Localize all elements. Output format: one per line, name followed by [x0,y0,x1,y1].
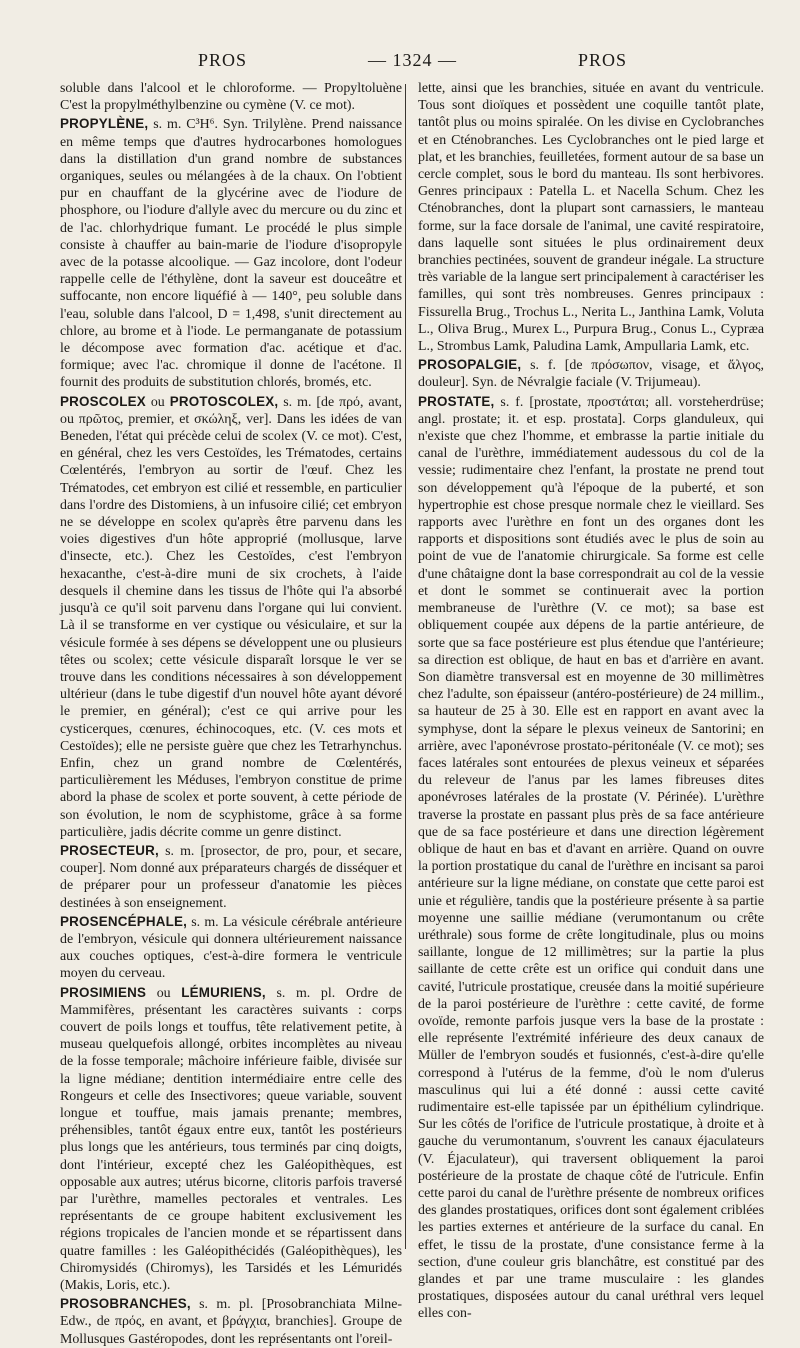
paragraph-continuation: lette, ainsi que les branchies, située en avant du ventricule. Tous sont dioïques et possèdent une coquille tantôt plate, tantôt plus ou moins spiralée. On les divise en Cyclobranches et en Cténobranches. Les Cyclobranches ont le pied large et plat, et les branchies, feuilletées, forment autour de sa base un cercle complet, sous le bord du manteau. Ils sont herbivores. Genres principaux : Patella L. et Nacella Schum. Chez les Cténobranches, dont la plupart sont carnassiers, le manteau forme, sur la face dorsale de l'animal, une cavité respiratoire, dans laquelle sont situées le plus ordinairement deux branchies pectinées, souvent de grandeur inégale. La structure très variable de la langue sert principalement à caractériser les familles, qui sont très nombreuses. Genres principaux : Fissurella Brug., Trochus L., Nerita L., Janthina Lamk, Voluta L., Oliva Brug., Murex L., Purpura Brug., Conus L., Cypræa L., Strombus Lamk, Paludina Lamk, Ampullaria Lamk, etc. [418,81,764,355]
entry-text: s. m. C³H⁶. Syn. Trilylène. Prend naissance en même temps que d'autres hydrocarbones homologues dans la distillation d'un grand nombre de substances organiques, seules ou mélangées à de la chaux. On l'obtient pur en chauffant de la glycérine avec de l'iodure de phosphore, ou l'iodure d'allyle avec du mercure ou du zinc et de l'ac. chlorhydrique fumant. Le procédé le plus simple consiste à chauffer au bain-marie de l'iodure d'isopropyle avec de la potasse alcoolique. — Gaz incolore, dont l'odeur rappelle celle de l'éthylène, dont la saveur est douceâtre et suffocante, non encore liquéfié à — 140°, peu soluble dans l'eau, soluble dans l'alcool, D = 1,498, s'unit directement au chlore, au brome et à l'iode. Le permanganate de potassium le décompose avec formation d'ac. acétique et d'ac. formique; avec l'ac. chromique il donne de l'acétone. Il fournit des produits de substitution chlorés, bromés, etc. [60,117,402,391]
headword: PROSOPALGIE, [418,357,522,373]
header-right-word: PROS [578,50,628,70]
entry-text: s. m. pl. [Prosobranchiata Milne-Edw., de πρός, en avant, et βράγχια, branchies]. Groupe de Mollusques Gastéropodes, dont les représentants ont l'oreil- [60,1297,402,1347]
page-number: — 1324 — [368,50,457,70]
headword: PROSIMIENS [60,984,147,1000]
headword: PROPYLÈNE, [60,116,149,132]
headword: PROSCOLEX [60,393,146,409]
headword-connector: ou [145,394,170,410]
entry-prosencephale [60,913,402,983]
left-column [60,80,402,1347]
entry-prosopalgie [418,356,764,391]
headword: PROSOBRANCHES, [60,1296,191,1312]
entry-prosobranches [60,1295,402,1348]
headword-alternate: PROTOSCOLEX, [169,393,279,409]
right-column [418,80,764,1322]
headword: PROSTATE, [418,393,495,409]
paragraph-continuation: soluble dans l'alcool et le chloroforme. — Propyltoluène C'est la propylméthylbenzine ou cymène (V. ce mot). [60,81,402,114]
entry-text: s. m. pl. Ordre de Mammifères, présentant les caractères suivants : corps couvert de poils longs et touffus, tête relativement petite, à museau quelquefois allongé, orbites incomplètes au niveau de la fosse temporale; mâchoire inférieure faible, divisée sur la ligne médiane; dentition intermédiaire entre celle des Rongeurs et celle des Insectivores; queue variable, souvent longue et touffue, mais jamais prenante; membres, préhensibles, tantôt égaux entre eux, tantôt les postérieurs plus longs que les antérieurs, tous terminés par cinq doigts, dont l'intérieur, excepté chez les Galéopithèques, est opposable aux autres; utérus bicorne, clitoris parfois traversé par l'urèthre, mamelles pectorales et ventrales. Les représentants de ce groupe habitent exclusivement les régions tropicales de l'ancien monde et se répartissent dans quatre familles : les Galéopithécidés (Galéopithèques), les Chiromysidés (Chiromys), les Tarsidés et les Lémuridés (Makis, Loris, etc.). [60,985,402,1294]
headword-alternate: LÉMURIENS, [181,984,266,1000]
entry-text: s. m. [prosector, de pro, pour, et secare, couper]. Nom donné aux préparateurs chargés de disséquer et de préparer pour un professeur d'anatomie les pièces destinées à son enseignement. [60,843,402,911]
entry-prostate [418,393,764,1323]
entry-prosimiens [60,984,402,1295]
entry-proscolex [60,393,402,841]
entry-prosecteur [60,842,402,912]
entry-text: s. m. La vésicule cérébrale antérieure de l'embryon, vésicule qui donnera ultérieurement naissance aux couches optiques, c'est-à-dire formera le ventricule moyen du cerveau. [60,914,402,982]
entry-propylene [60,115,402,391]
entry-text: s. m. [de πρό, avant, ou πρῶτος, premier, et σκώληξ, ver]. Dans les idées de van Beneden, l'état qui précède celui de scolex (V. ce mot). C'est, en général, chez les vers Cestoïdes, les Trématodes, certains Cœlentérés, l'embryon au sortir de l'œuf. Chez les Trématodes, cet embryon est cilié et ressemble, en particulier dans l'ordre des Distomiens, à un infusoire cilié; cet embryon ne se développe en scolex qu'après être parvenu dans les voies digestives d'un hôte approprié (mollusque, larve d'insecte, etc.). Chez les Cestoïdes, c'est l'embryon hexacanthe, c'est-à-dire muni de six crochets, à l'aide desquels il chemine dans les tissus de l'hôte qui l'a absorbé jusqu'à ce qu'il soit parvenu dans l'organe qui lui convient. Là il se transforme en ver cystique ou vésiculaire, et sur la vésicule formée à ses dépens se développent une ou plusieurs têtes ou scolex; cette vésicule disparaît lorsque le ver se trouve dans les conditions nécessaires à son développement ultérieur (dans le tube digestif d'un nouvel hôte ayant dévoré le premier, en général); c'est ce qui arrive pour les cysticerques, cœnures, échinocoques, etc. (V. ces mots et Cestoïdes); elle ne persiste guère que chez les Tetrarhynchus. Enfin, chez un grand nombre de Cœlentérés, particulièrement les Méduses, l'embryon constitue de prime abord la phase de scolex et porte souvent, à cette période de son évolution, le nom de scyphistome, grâce à sa forme particulière, jadis décrite comme un genre distinct. [60,394,402,840]
headword: PROSENCÉPHALE, [60,913,188,929]
entry-text: s. f. [prostate, προστάται; all. vorsteherdrüse; angl. prostate; it. et esp. prostata]. Corps glanduleux, qui n'existe que chez l'homme, et embrasse la partie initiale du canal de l'urèthre, immédiatement audessous du col de la vessie; rudimentaire chez l'enfant, la prostate ne prend tout son développement qu'à l'époque de la puberté, et son hypertrophie est chose presque normale chez le vieillard. Ses rapports avec l'urèthre en font un des organes dont les rapports et dispositions sont étudiés avec le plus de soin au point de vue de l'anatomie chirurgicale. Sa forme est celle d'une châtaigne dont la base correspondrait au col de la vessie et dont le sommet se continuerait avec la portion membraneuse de l'urèthre (V. ce mot); sa base est obliquement coupée aux dépens de la partie antérieure, de sorte que sa face postérieure est plus étendue que l'antérieure; sa direction est oblique, de haut en bas et d'arrière en avant. Son diamètre transversal est en moyenne de 30 millimètres chez l'adulte, son épaisseur (antéro-postérieure) de 24 millim., sa hauteur de 25 à 30. Elle est en rapport en avant avec la symphyse, dont la sépare le plexus veineux de Santorini; en arrière, avec l'aponévrose prostato-péritonéale (V. ce mot); ses faces latérales sont entourées de plexus veineux et séparées du releveur de l'anus par les lames fibreuses dites aponévroses latérales de la prostate (V. Périnée). L'urèthre traverse la prostate en passant plus près de sa face antérieure que de sa face postérieure et dans une direction légèrement oblique de haut en bas et d'avant en arrière. Quand on ouvre la portion prostatique du canal de l'urèthre en incisant sa paroi antérieure sur la ligne médiane, on constate que cette paroi est unie et régulière, tandis que la postérieure présente à sa partie moyenne une saillie médiane (verumontanum ou crête uréthrale) sous forme de crête longitudinale, plus ou moins saillante, longue de 12 millimètres; sur la partie la plus saillante de cette crête est un orifice qui conduit dans une cavité, l'utricule prostatique, creusée dans la moitié supérieure de la paroi postérieure de l'urèthre : cette cavité, de forme ovoïde, remonte parfois jusque vers la base de la prostate : elle représente l'extrémité inférieure des deux canaux de Müller de l'embryon soudés et fusionnés, c'est-à-dire qu'elle correspond à l'utérus de la femme, d'où le nom d'ulerus masculinus qui lui a été donné : aussi cette cavité rudimentaire est-elle tapissée par un épithélium cylindrique. Sur les côtés de l'orifice de l'utricule prostatique, à droite et à gauche du verumontanum, s'ouvrent les canaux éjaculateurs (V. Éjaculateur), qui traversent obliquement la paroi postérieure de la prostate de chaque côté de l'utricule. Enfin cette paroi du canal de l'urèthre présente de nombreux orifices des glandes prostatiques, orifices dont sont également criblées les parties externes et antérieure de la surface du canal. En effet, le tissu de la prostate, d'une consistance ferme à la section, d'une couleur gris blanchâtre, est constitué par des glandes et par une trame musculaire : les glandes prostatiques, disposées autour du canal uréthral vers lequel elles con- [418,394,764,1322]
column-divider [405,84,406,1249]
entry-text: s. f. [de πρόσωπον, visage, et ἄλγος, douleur]. Syn. de Névralgie faciale (V. Trijumeau). [418,358,764,391]
headword-connector: ou [146,985,182,1001]
headword: PROSECTEUR, [60,842,159,858]
header-left-word: PROS [198,50,248,70]
